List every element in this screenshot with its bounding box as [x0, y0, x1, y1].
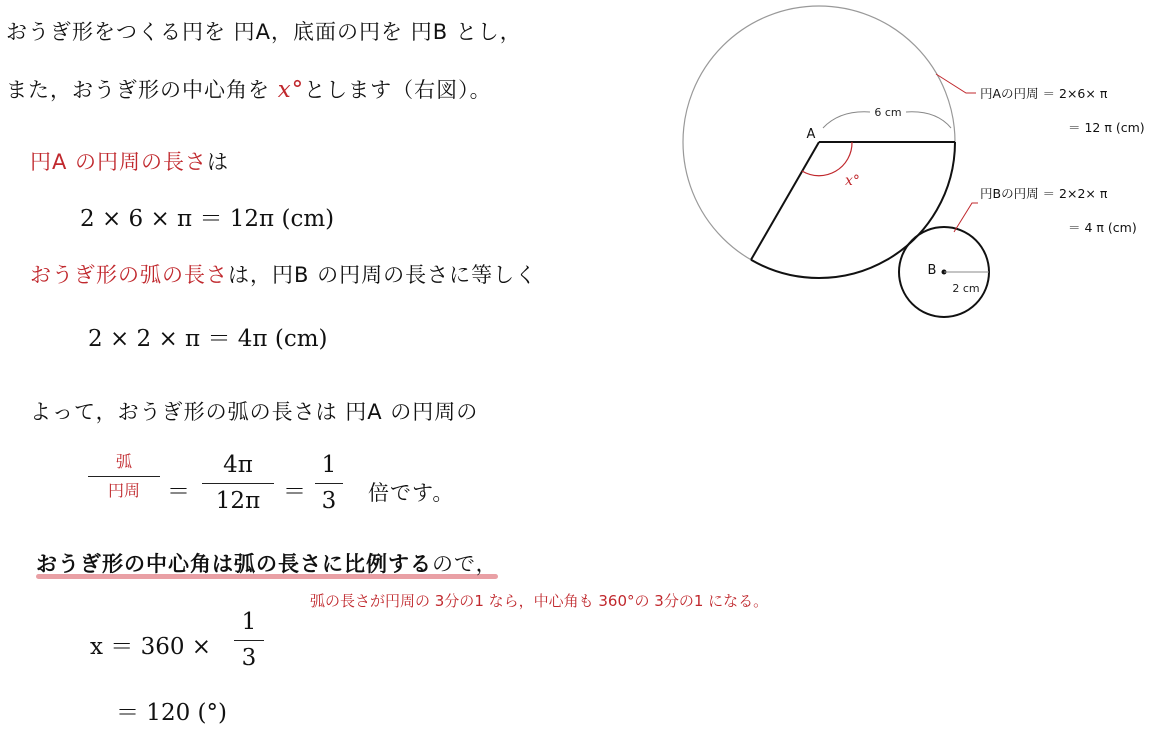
equals-sign-1: ＝: [167, 479, 190, 505]
sector-radius-2: [751, 142, 819, 260]
sector-arc: [751, 142, 955, 278]
x-equation-lhs: x ＝ 360 ×: [90, 634, 212, 660]
x-fraction-numerator: 1: [241, 609, 257, 635]
fraction-2-numerator: 4π: [223, 452, 253, 478]
circle-a-circumference-2: ＝ 12 π (cm): [1068, 120, 1145, 135]
intro-line-2-a: また，おうぎ形の中心角を: [6, 78, 278, 102]
circle-a-suffix: は: [207, 150, 230, 174]
times-suffix: 倍です。: [368, 481, 455, 505]
angle-variable: x°: [277, 77, 305, 103]
circle-a-label: 円A の円周の長さ: [30, 150, 208, 174]
radius-b-label: 2 cm: [952, 282, 980, 295]
fraction-2-denominator: 12π: [215, 488, 261, 514]
label-b: B: [927, 263, 937, 278]
fraction-1-denominator: 円周: [107, 481, 140, 500]
fraction-3-denominator: 3: [321, 488, 337, 514]
intro-line-1: おうぎ形をつくる円を 円A，底面の円を 円B とし，: [6, 20, 522, 44]
arc-equation: 2 × 2 × π ＝ 4π (cm): [88, 326, 328, 352]
arc-suffix: は，円B の円周の長さに等しく: [228, 263, 538, 287]
leader-line-b: [954, 203, 978, 232]
proportion-main: おうぎ形の中心角は弧の長さに比例する: [36, 552, 432, 576]
radius-a-brace-right: [906, 112, 951, 128]
label-a: A: [806, 127, 816, 142]
x-result: ＝ 120 (°): [116, 700, 227, 726]
x-fraction-denominator: 3: [241, 645, 257, 671]
radius-a-brace-left: [823, 112, 870, 128]
arc-label: おうぎ形の弧の長さ: [30, 263, 228, 287]
intro-line-2-b: とします（右図）。: [304, 78, 492, 102]
fraction-1-numerator: 弧: [115, 452, 132, 471]
circle-a-circumference-1: 円Aの円周 ＝ 2×6× π: [980, 86, 1108, 101]
proportion-note: 弧の長さが円周の 3分の1 なら，中心角も 360°の 3分の1 になる。: [310, 592, 769, 610]
fraction-3-numerator: 1: [321, 452, 337, 478]
proportion-suffix: ので，: [432, 552, 498, 576]
equals-sign-2: ＝: [283, 479, 306, 505]
therefore-line: よって，おうぎ形の弧の長さは 円A の円周の: [30, 400, 479, 424]
circle-a-equation: 2 × 6 × π ＝ 12π (cm): [80, 206, 335, 232]
radius-a-label: 6 cm: [874, 106, 902, 119]
circle-b-circumference-2: ＝ 4 π (cm): [1068, 220, 1137, 235]
circle-b-circumference-1: 円Bの円周 ＝ 2×2× π: [980, 186, 1108, 201]
angle-label: x°: [845, 173, 860, 189]
